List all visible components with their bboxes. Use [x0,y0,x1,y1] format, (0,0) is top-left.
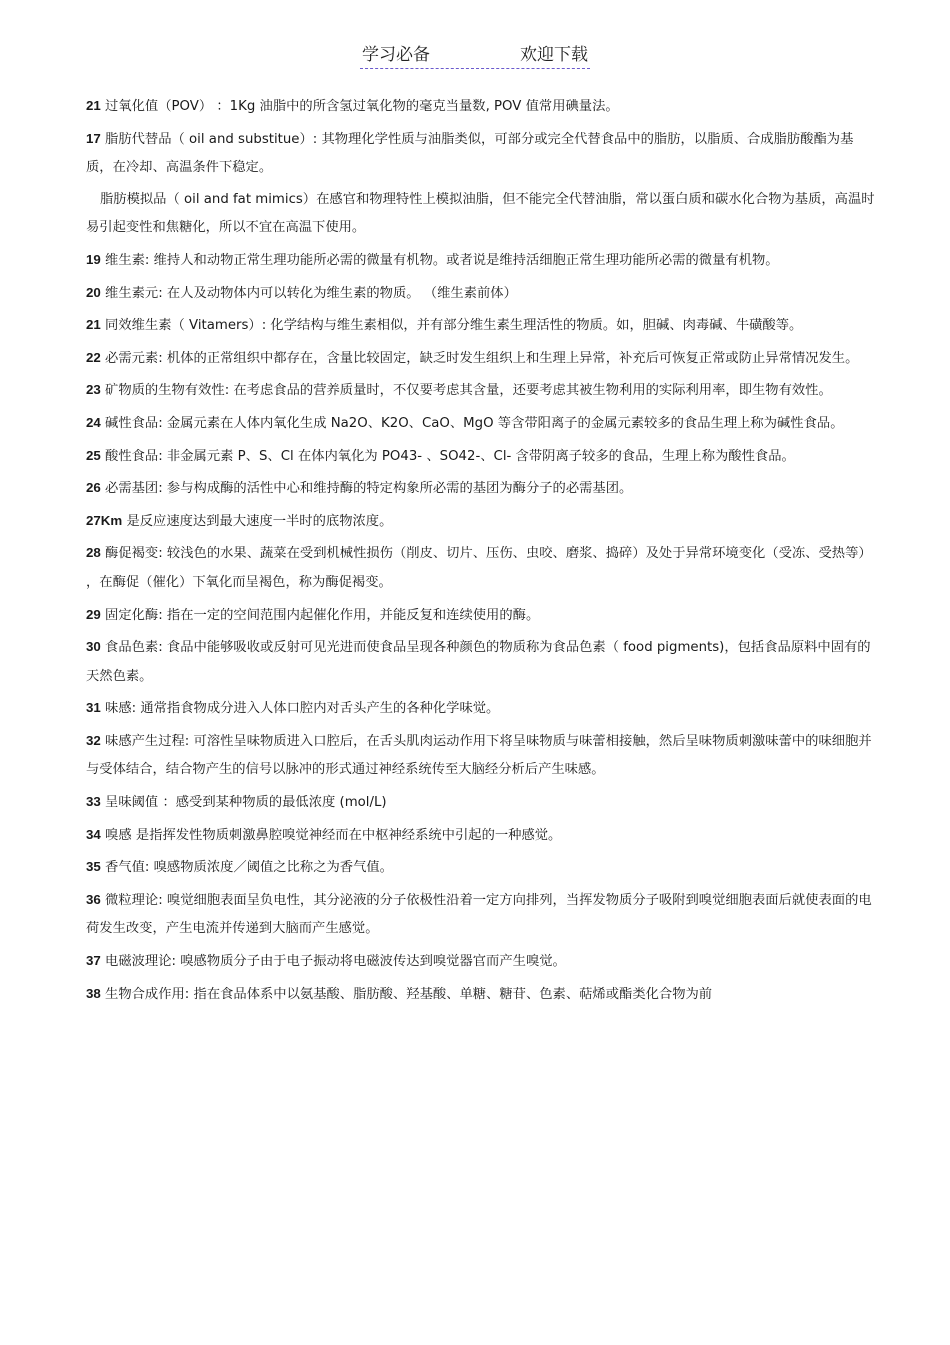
entry-38-biosynthesis [86,980,876,1010]
entry-text: 同效维生素（ Vitamers）: 化学结构与维生素相似，并有部分维生素生理活性的物质。如，胆碱、肉毒碱、牛磺酸等。 [105,318,803,334]
entry-33-taste-threshold [86,788,876,818]
entry-text: 食品色素: 食品中能够吸收或反射可见光进而使食品呈现各种颜色的物质称为食品色素（ food pigments)，包括食品原料中固有的天然色素。 [86,640,871,684]
entry-text: 必需元素: 机体的正常组织中都存在，含量比较固定，缺乏时发生组织上和生理上异常，补充后可恢复正常或防止异常情况发生。 [105,350,859,366]
entry-text: 嗅感 是指挥发性物质刺激鼻腔嗅觉神经而在中枢神经系统中引起的一种感觉。 [105,827,562,843]
entry-text: 酶促褐变: 较浅色的水果、蔬菜在受到机械性损伤（削皮、切片、压伤、虫咬、磨浆、捣碎）及处于异常环境变化（受冻、受热等） ，在酶促（催化）下氧化而呈褐色，称为酶促褐变。 [86,546,872,590]
entry-36-particle-theory [86,886,876,944]
entry-text: 固定化酶: 指在一定的空间范围内起催化作用，并能反复和连续使用的酶。 [105,607,540,623]
entry-number: 32 [86,732,101,748]
entry-27-km [86,507,876,537]
entry-number: 20 [86,284,101,300]
entry-text: 过氧化值（POV） ：1Kg 油脂中的所含氢过氧化物的毫克当量数, POV 值常用碘量法。 [105,99,619,114]
entry-number: 21 [86,98,101,113]
entry-text: 微粒理论: 嗅觉细胞表面呈负电性，其分泌液的分子依极性沿着一定方向排列，当挥发物质分子吸附到嗅觉细胞表面后就使表面的电荷发生改变，产生电流并传递到大脑而产生感觉。 [86,892,872,937]
entry-21-pov [86,92,876,122]
entry-text: 生物合成作用: 指在食品体系中以氨基酸、脂肪酸、羟基酸、单糖、糖苷、色素、萜烯或酯类化合物为前 [105,986,713,1002]
entry-21-vitamers [86,311,876,341]
entry-number: 24 [86,414,101,430]
entry-number: 27Km [86,512,123,528]
entry-29-immobilized-enzyme [86,601,876,631]
entry-17-fat-substitute [86,125,876,183]
entry-34-olfaction [86,821,876,851]
entry-number: 37 [86,953,101,969]
entry-number: 22 [86,349,101,365]
entry-number: 17 [86,130,101,146]
document-body [86,92,876,1012]
entry-25-acidic-food [86,442,876,472]
entry-number: 38 [86,985,101,1001]
entry-24-alkaline-food [86,409,876,439]
entry-19-vitamin [86,246,876,276]
entry-number: 28 [86,545,101,561]
entry-35-aroma-value [86,853,876,883]
entry-28-enzymatic-browning [86,539,876,597]
header-banner [360,40,590,69]
entry-text: 呈味阈值 ：感受到某种物质的最低浓度 (mol/L) [105,795,387,811]
entry-32-taste-process [86,727,876,785]
entry-37-em-wave-theory [86,947,876,977]
entry-number: 30 [86,639,101,655]
page-header [0,40,950,69]
entry-number: 26 [86,480,101,496]
entry-number: 23 [86,382,101,398]
header-right-text: 欢迎下载 [520,45,588,65]
entry-number: 35 [86,859,101,875]
entry-text: 必需基团: 参与构成酶的活性中心和维持酶的特定构象所必需的基团为酶分子的必需基团。 [105,481,633,497]
entry-30-food-pigments [86,633,876,691]
entry-text: 电磁波理论: 嗅感物质分子由于电子振动将电磁波传达到嗅觉器官而产生嗅觉。 [105,954,566,970]
entry-number: 29 [86,606,101,622]
entry-number: 31 [86,700,101,716]
entry-text: 脂肪模拟品（ oil and fat mimics）在感官和物理特性上模拟油脂，但不能完全代替油脂，常以蛋白质和碳水化合物为基质，高温时易引起变性和焦糖化，所以不宜在高温下使用。 [86,191,875,236]
entry-26-essential-group [86,474,876,504]
entry-text: 香气值: 嗅感物质浓度／阈值之比称之为香气值。 [105,860,393,876]
entry-20-provitamin [86,279,876,309]
entry-number: 25 [86,447,101,463]
entry-text: 维生素: 维持人和动物正常生理功能所必需的微量有机物。或者说是维持活细胞正常生理功能所必需的微量有机物。 [105,252,779,268]
entry-23-bioavailability [86,376,876,406]
header-left-text: 学习必备 [362,45,430,65]
entry-22-essential-elements [86,344,876,374]
entry-number: 34 [86,826,101,842]
entry-number: 21 [86,317,101,333]
entry-31-taste [86,694,876,724]
entry-text: 是反应速度达到最大速度一半时的底物浓度。 [126,513,393,529]
entry-text: 味感: 通常指食物成分进入人体口腔内对舌头产生的各种化学味觉。 [105,701,500,717]
entry-text: 矿物质的生物有效性: 在考虑食品的营养质量时，不仅要考虑其含量，还要考虑其被生物利用的实际利用率，即生物有效性。 [105,383,832,399]
entry-text: 脂肪代替品（ oil and substitue）: 其物理化学性质与油脂类似，可部分或完全代替食品中的脂肪，以脂质、合成脂肪酸酯为基质，在冷却、高温条件下稳定。 [86,131,854,176]
entry-text: 味感产生过程: 可溶性呈味物质进入口腔后，在舌头肌肉运动作用下将呈味物质与味蕾相接触，然后呈味物质刺激味蕾中的味细胞并与受体结合，结合物产生的信号以脉冲的形式通过神经系统传至大脑经分析后产生味感。 [86,733,872,778]
entry-text: 酸性食品: 非金属元素 P、S、Cl 在体内氧化为 PO43- 、SO42-、Cl- 含带阴离子较多的食品，生理上称为酸性食品。 [105,448,795,464]
entry-number: 19 [86,251,101,267]
entry-text: 碱性食品: 金属元素在人体内氧化生成 Na2O、K2O、CaO、MgO 等含带阳离子的金属元素较多的食品生理上称为碱性食品。 [105,415,844,431]
entry-number: 36 [86,891,101,907]
entry-number: 33 [86,794,101,810]
entry-text: 维生素元: 在人及动物体内可以转化为维生素的物质。 （维生素前体） [105,285,517,301]
entry-fat-mimics [86,186,876,243]
